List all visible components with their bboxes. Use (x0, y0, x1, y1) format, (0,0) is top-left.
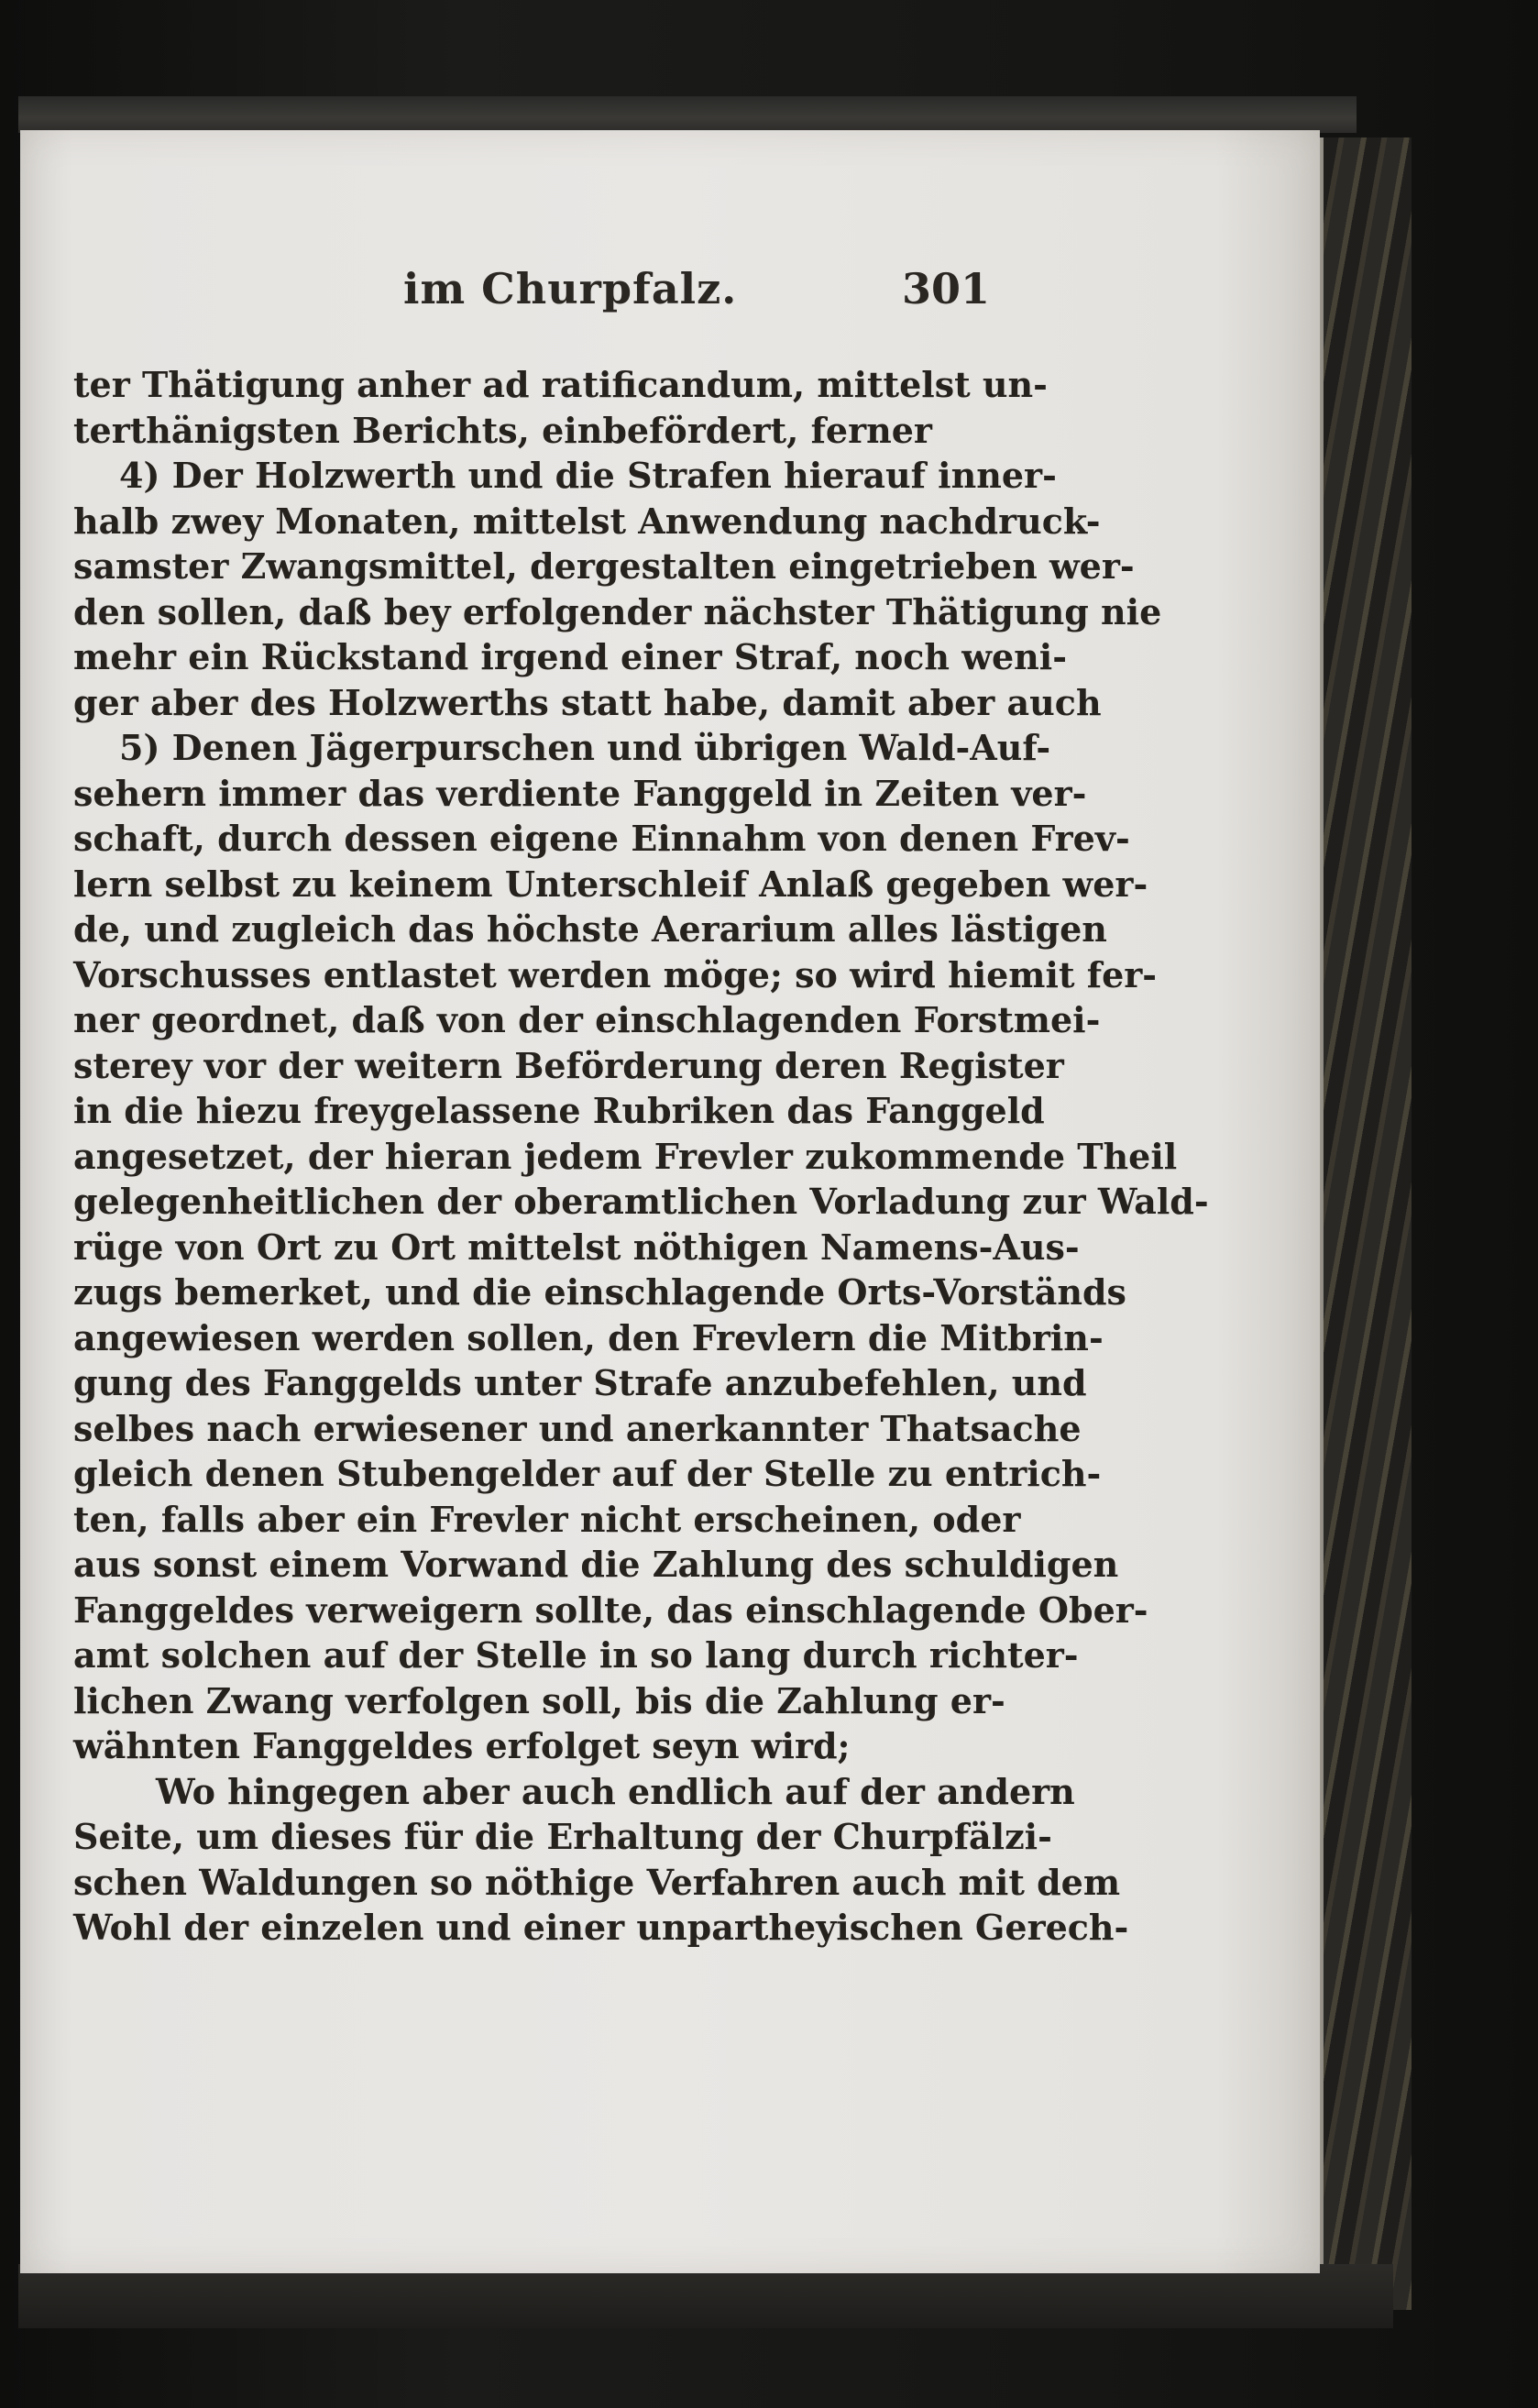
text-line: lern selbst zu keinem Unterschleif Anlaß gegeben wer- (73, 863, 1148, 905)
text-line: sehern immer das verdiente Fanggeld in Zeiten ver- (73, 772, 1087, 814)
text-line: Vorschusses entlastet werden möge; so wird hiemit fer- (73, 953, 1158, 995)
text-line: aus sonst einem Vorwand die Zahlung des schuldigen (73, 1544, 1119, 1585)
text-line: samster Zwangsmittel, dergestalten eingetrieben wer- (73, 545, 1135, 587)
text-line: de, und zugleich das höchste Aerarium alles lästigen (73, 908, 1107, 950)
text-line: lichen Zwang verfolgen soll, bis die Zahlung er- (73, 1679, 1005, 1721)
text-line: Wo hingegen aber auch endlich auf der andern (156, 1770, 1075, 1812)
text-line: angewiesen werden sollen, den Frevlern die Mitbrin- (73, 1316, 1104, 1358)
text-line: ner geordnet, daß von der einschlagenden Forstmei- (73, 999, 1101, 1040)
text-line: zugs bemerket, und die einschlagende Orts-Vorständs (73, 1271, 1126, 1313)
text-line: amt solchen auf der Stelle in so lang durch richter- (73, 1634, 1079, 1676)
text-line: gleich denen Stubengelder auf der Stelle zu entrich- (73, 1453, 1102, 1494)
text-line: den sollen, daß bey erfolgender nächster Thätigung nie (73, 590, 1162, 632)
text-line: angesetzet, der hieran jedem Frevler zukommende Theil (73, 1135, 1178, 1177)
page-number: 301 (901, 264, 990, 313)
page-body-text (73, 362, 1209, 1951)
page-header (403, 264, 990, 323)
text-line: gung des Fanggelds unter Strafe anzubefehlen, und (73, 1362, 1087, 1403)
text-line: 5) Denen Jägerpurschen und übrigen Wald-Auf- (119, 727, 1051, 768)
text-line: gelegenheitlichen der oberamtlichen Vorladung zur Wald- (73, 1181, 1209, 1222)
text-line: halb zwey Monaten, mittelst Anwendung nachdruck- (73, 500, 1101, 542)
text-line: Seite, um dieses für die Erhaltung der Churpfälzi- (73, 1816, 1052, 1857)
text-line: schaft, durch dessen eigene Einnahm von denen Frev- (73, 818, 1130, 859)
text-line: ter Thätigung anher ad ratificandum, mittelst un- (73, 364, 1048, 405)
text-line: terthänigsten Berichts, einbefördert, ferner (73, 409, 932, 451)
book-cover-top-edge (18, 96, 1357, 133)
text-line: in die hiezu freygelassene Rubriken das Fanggeld (73, 1090, 1045, 1131)
text-line: wähnten Fanggeldes erfolget seyn wird; (73, 1725, 851, 1766)
text-line: Wohl der einzelen und einer unpartheyischen Gerech- (73, 1907, 1129, 1948)
running-title: im Churpfalz. (403, 264, 738, 313)
book-cover-bottom-edge (18, 2264, 1393, 2328)
text-line: mehr ein Rückstand irgend einer Straf, noch weni- (73, 636, 1068, 677)
text-line: rüge von Ort zu Ort mittelst nöthigen Namens-Aus- (73, 1226, 1080, 1268)
text-line: ger aber des Holzwerths statt habe, damit aber auch (73, 681, 1102, 723)
text-line: 4) Der Holzwerth und die Strafen hierauf inner- (119, 455, 1057, 496)
text-line: sterey vor der weitern Beförderung deren Register (73, 1044, 1064, 1086)
text-line: schen Waldungen so nöthige Verfahren auch mit dem (73, 1861, 1121, 1903)
text-line: Fanggeldes verweigern sollte, das einschlagende Ober- (73, 1589, 1148, 1631)
text-line: ten, falls aber ein Frevler nicht erscheinen, oder (73, 1498, 1021, 1540)
text-line: selbes nach erwiesener und anerkannter Thatsache (73, 1407, 1082, 1449)
